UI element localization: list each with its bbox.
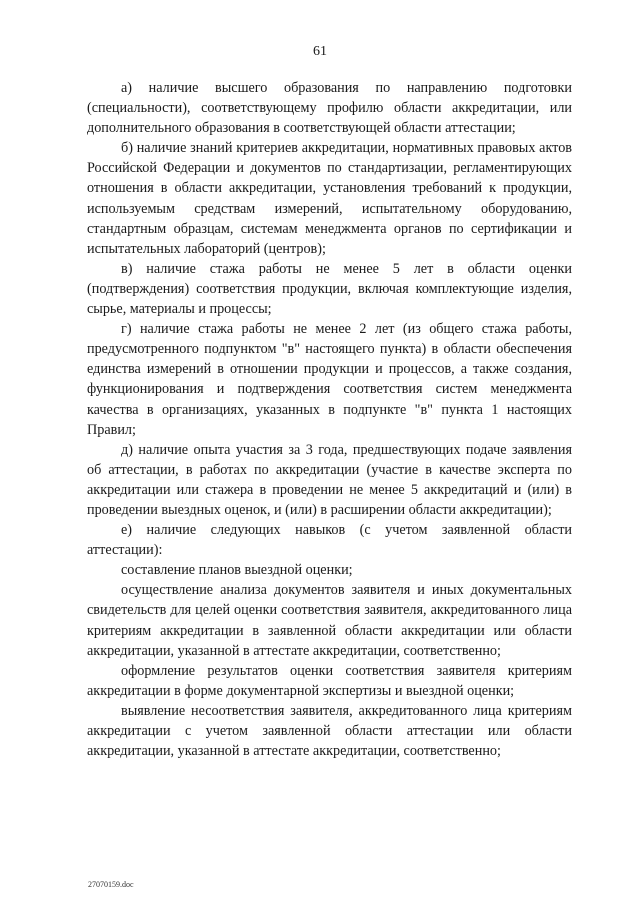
paragraph-g: г) наличие стажа работы не менее 2 лет (из общего стажа работы, предусмотренного подпунктом "в" настоящего пункта) в области обеспечения единства измерений в отношении продукции и процессов, а также создания, функционирования и подтверждения соответствия систем менеджмента качества в организациях, указанных в подпункте "в" пункта 1 настоящих Правил;: [87, 321, 572, 438]
paragraph-a: а) наличие высшего образования по направлению подготовки (специальности), соответствующему профилю области аккредитации, или дополнительного образования в соответствующей области аттестации;: [87, 80, 572, 137]
paragraph-d: д) наличие опыта участия за 3 года, предшествующих подаче заявления об аттестации, в работах по аккредитации (участие в качестве эксперта по аккредитации или стажера в проведении не менее 5 аккредитаций и (или) в проведении выездных оценок, и (или) в расширении области аккредитации);: [87, 441, 572, 518]
paragraph-b: б) наличие знаний критериев аккредитации, нормативных правовых актов Российской Федерации и документов по стандартизации, регламентирующих отношения в области аккредитации, установления требований к продукции, используемым средствам измерений, испытательному оборудованию, стандартным образцам, системам менеджмента органов по сертификации и испытательных лабораторий (центров);: [87, 140, 572, 257]
skill-item-analysis: осуществление анализа документов заявителя и иных документальных свидетельств для целей оценки соответствия заявителя, аккредитованного лица критериям аккредитации в заявленной области аккредитации или области аккредитации, указанной в аттестате аккредитации, соответственно;: [87, 582, 572, 659]
skill-item-results: оформление результатов оценки соответствия заявителя критериям аккредитации в форме документарной экспертизы и выездной оценки;: [87, 662, 572, 699]
skill-item-plans: составление планов выездной оценки;: [121, 562, 353, 579]
document-body: [87, 78, 572, 761]
footer-filename: 27070159.doc: [88, 880, 134, 889]
paragraph-e: е) наличие следующих навыков (с учетом заявленной области аттестации):: [87, 522, 572, 559]
page-number: 61: [313, 44, 327, 59]
paragraph-v: в) наличие стажа работы не менее 5 лет в области оценки (подтверждения) соответствия продукции, включая комплектующие изделия, сырье, материалы и процессы;: [87, 260, 572, 318]
skill-item-nonconformity: выявление несоответствия заявителя, аккредитованного лица критериям аккредитации с учетом заявленной области аттестации или области аккредитации, указанной в аттестате аккредитации, соответственно;: [87, 702, 572, 760]
